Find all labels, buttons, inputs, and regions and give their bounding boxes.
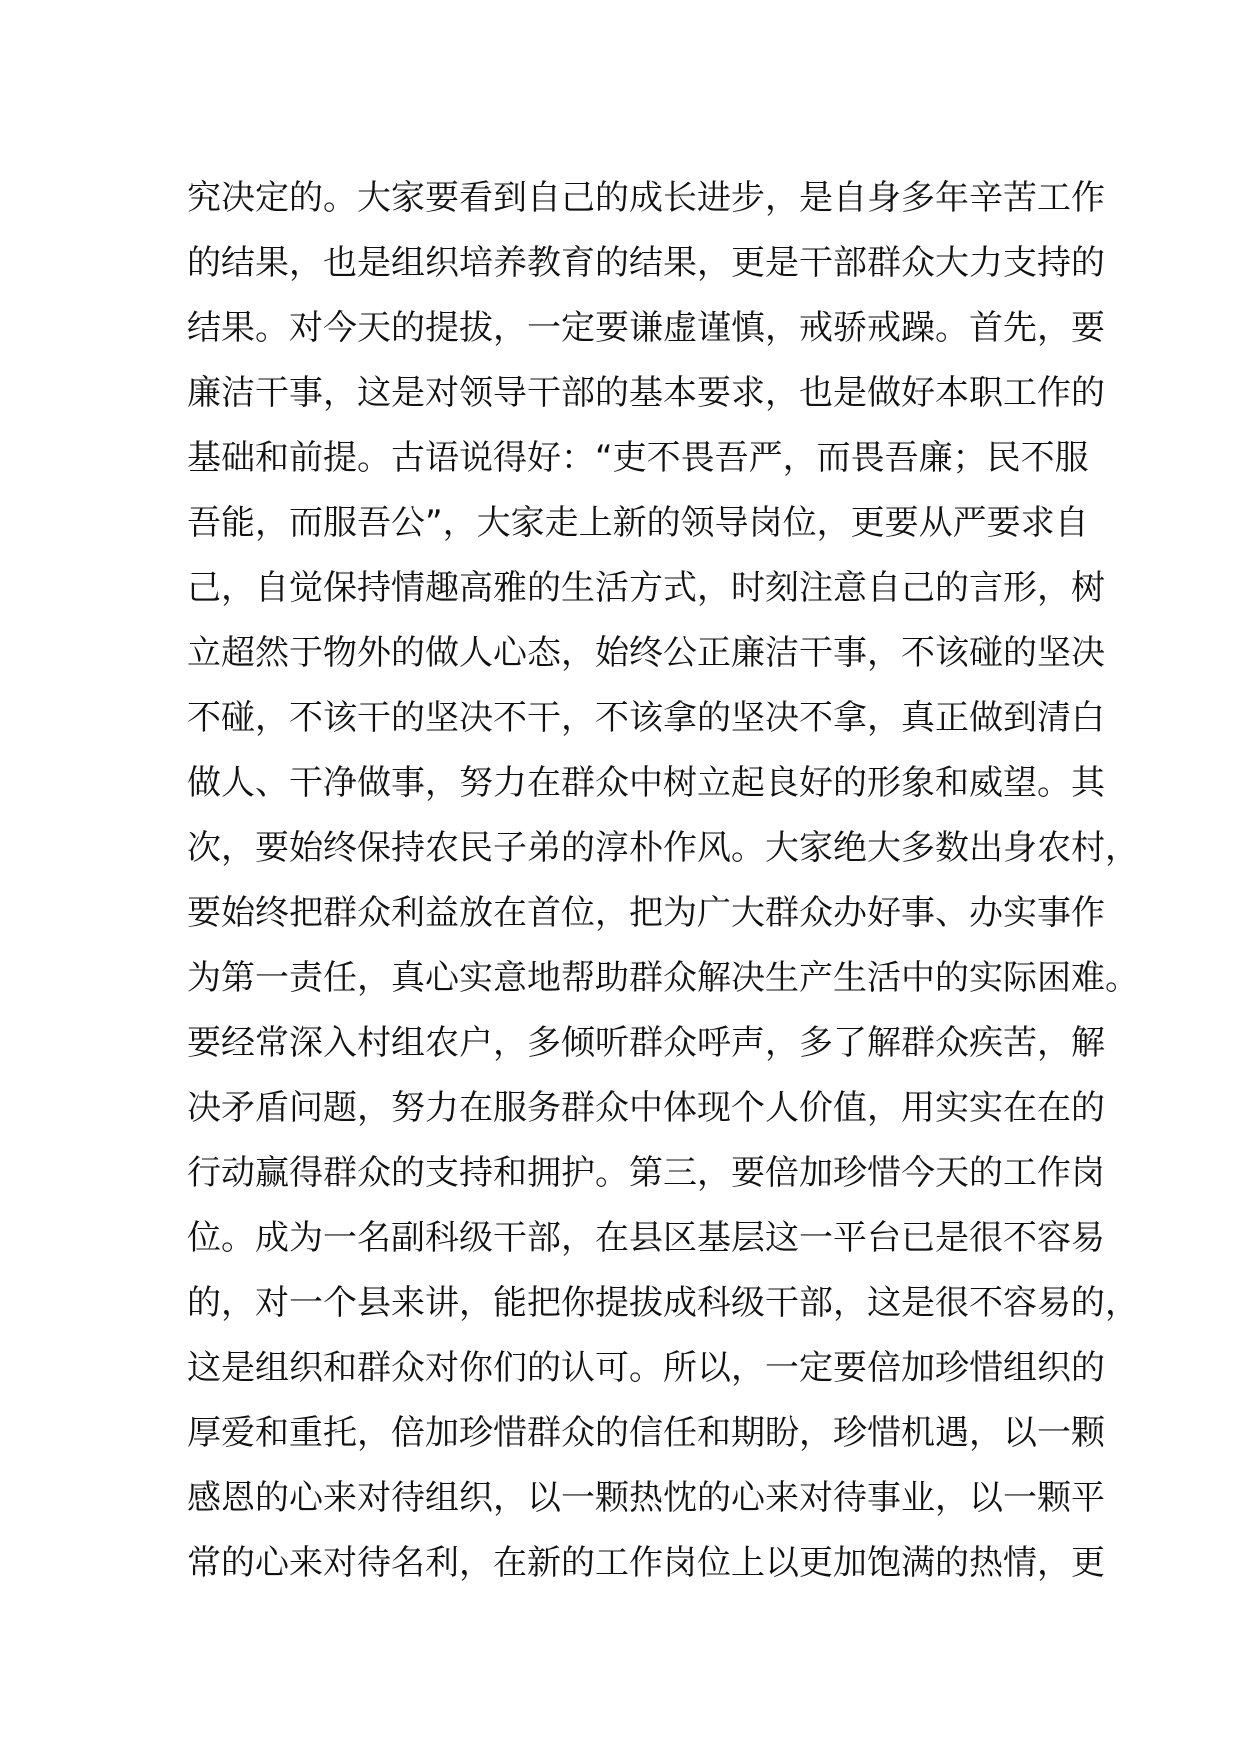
- text-line: 感恩的心来对待组织，以一颗热忱的心来对待事业，以一颗平: [187, 1478, 1105, 1518]
- text-line: 决矛盾问题，努力在服务群众中体现个人价值，用实实在在的: [187, 1088, 1105, 1128]
- text-line: 要始终把群众利益放在首位，把为广大群众办好事、办实事作: [187, 893, 1105, 933]
- body-text: [187, 166, 1139, 1596]
- text-line: 基础和前提。古语说得好：“吏不畏吾严，而畏吾廉；民不服: [187, 438, 1089, 478]
- text-line: 常的心来对待名利，在新的工作岗位上以更加饱满的热情，更: [187, 1543, 1105, 1583]
- text-line: 厚爱和重托，倍加珍惜群众的信任和期盼，珍惜机遇，以一颗: [187, 1413, 1105, 1453]
- text-line: 的结果，也是组织培养教育的结果，更是干部群众大力支持的: [187, 243, 1105, 283]
- text-line: 行动赢得群众的支持和拥护。第三，要倍加珍惜今天的工作岗: [187, 1153, 1105, 1193]
- text-line: 究决定的。大家要看到自己的成长进步，是自身多年辛苦工作: [187, 178, 1105, 218]
- text-line: 这是组织和群众对你们的认可。所以，一定要倍加珍惜组织的: [187, 1348, 1105, 1388]
- text-line: 不碰，不该干的坚决不干，不该拿的坚决不拿，真正做到清白: [187, 698, 1105, 738]
- text-line: 位。成为一名副科级干部，在县区基层这一平台已是很不容易: [187, 1218, 1105, 1258]
- text-line: 己，自觉保持情趣高雅的生活方式，时刻注意自己的言形，树: [187, 568, 1105, 608]
- text-line: 吾能，而服吾公”，大家走上新的领导岗位，更要从严要求自: [187, 503, 1089, 543]
- text-line: 立超然于物外的做人心态，始终公正廉洁干事，不该碰的坚决: [187, 633, 1105, 673]
- text-line: 做人、干净做事，努力在群众中树立起良好的形象和威望。其: [187, 763, 1105, 803]
- text-line: 为第一责任，真心实意地帮助群众解决生产生活中的实际困难。: [187, 958, 1139, 998]
- text-line: 次，要始终保持农民子弟的淳朴作风。大家绝大多数出身农村，: [187, 828, 1139, 868]
- text-line: 的，对一个县来讲，能把你提拔成科级干部，这是很不容易的，: [187, 1283, 1139, 1323]
- text-line: 廉洁干事，这是对领导干部的基本要求，也是做好本职工作的: [187, 373, 1105, 413]
- text-line: 结果。对今天的提拔，一定要谦虚谨慎，戒骄戒躁。首先，要: [187, 308, 1105, 348]
- text-line: 要经常深入村组农户，多倾听群众呼声，多了解群众疾苦，解: [187, 1023, 1105, 1063]
